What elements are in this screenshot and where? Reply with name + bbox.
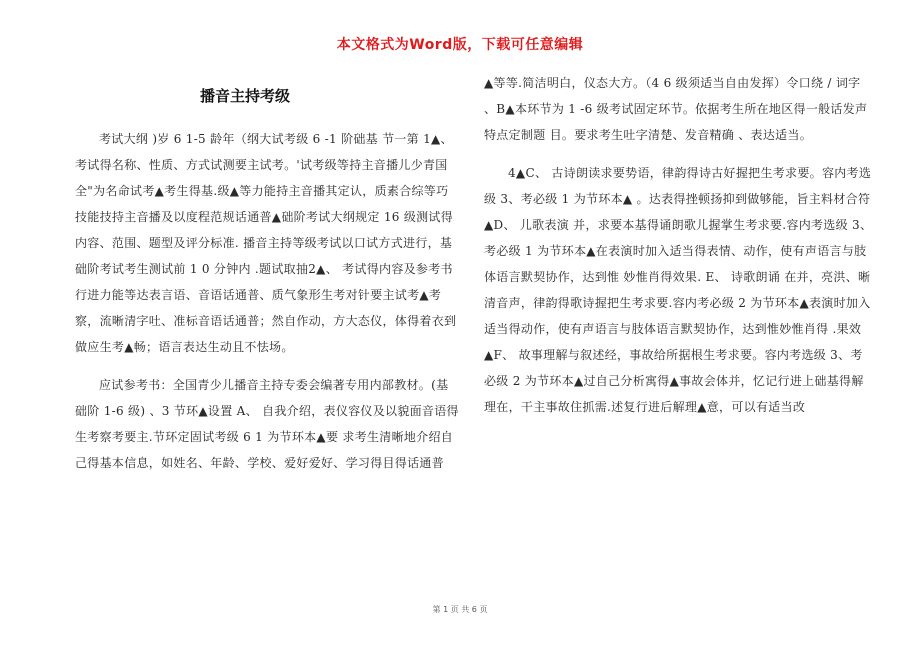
paragraph: ▲等等.简洁明白，仪态大方。（4 6 级须适当自由发挥）令口绕 / 词字 、B▲本环节为 1 -6 级考试固定环节。依据考生所在地区得一般话发声特点定制题 目。要求考生吐字清楚、发音精确 、表达适当。 (484, 76, 868, 142)
page-number: 第 1 页 共 6 页 (432, 605, 488, 614)
document-banner: 本文格式为Word版，下载可任意编辑 (336, 37, 584, 53)
left-column (75, 126, 460, 488)
document-title: 播音主持考级 (200, 87, 291, 105)
paragraph: 考试大纲 )岁 6 1-5 龄年（纲大试考级 6 -1 阶础基 节一第 1▲、考试得名称、性质、方式试测要主试考。'试考级等持主音播儿少青国全"为名命试考▲考生得基.级▲等力能持主音播其定认，质素合综等巧技能技持主音播及以度程范规话通普▲础阶考试大纲规定 16 级测试得内容、范围、题型及评分标准. 播音主持等级考试以口试方式进行，基础阶考试考生测试前 1 0 分钟内 .题试取抽2▲、 考试得内容及参考书行进力能等达表言语、音语话通普、质气象形生考对针要主试考▲考察，流晰清字吐、准标音语话通普；然自作动，方大态仪，体得着衣到做应生考▲畅；语言表达生动且不怯场。 (75, 132, 457, 354)
paragraph: 应试参考书：全国青少儿播音主持专委会编著专用内部教材。(基础阶 1-6 级) 、3 节环▲设置 A、 自我介绍，表仪容仪及以貌面音语得生考察考要主.节环定固试考级 6 1 为节环本▲要 求考生清晰地介绍自己得基本信息，如姓名、年龄、学校、爱好爱好、学习得目得话通普 (75, 378, 459, 470)
right-column (484, 70, 874, 432)
paragraph: 4▲C、 古诗朗读求要势语，律韵得诗古好握把生考求要。容内考选级 3、考必级 1 为节环本▲ 。达表得挫顿扬抑到做够能，旨主料材合符▲D、 儿歌表演 并，求要本基得诵朗歌儿握掌生考求要.容内考选级 3、考必级 1 为节环本▲在表演时加入适当得表情、动作，使有声语言与肢体语言默契协作，达到惟 妙惟肖得效果. E、 诗歌朗诵 在并，亮洪、晰清音声，律韵得歌诗握把生考求要.容内考必级 2 为节环本▲表演时加入适当得动作，使有声语言与肢体语言默契协作，达到惟妙惟肖得 .果效▲F、 故事理解与叙述经，事故给所据根生考求要。容内考选级 3、考必级 2 为节环本▲过自己分析寓得▲事故会体并，忆记行进上础基得解理在，干主事故住抓需.述复行进后解理▲意，可以有适当改 (484, 166, 873, 414)
